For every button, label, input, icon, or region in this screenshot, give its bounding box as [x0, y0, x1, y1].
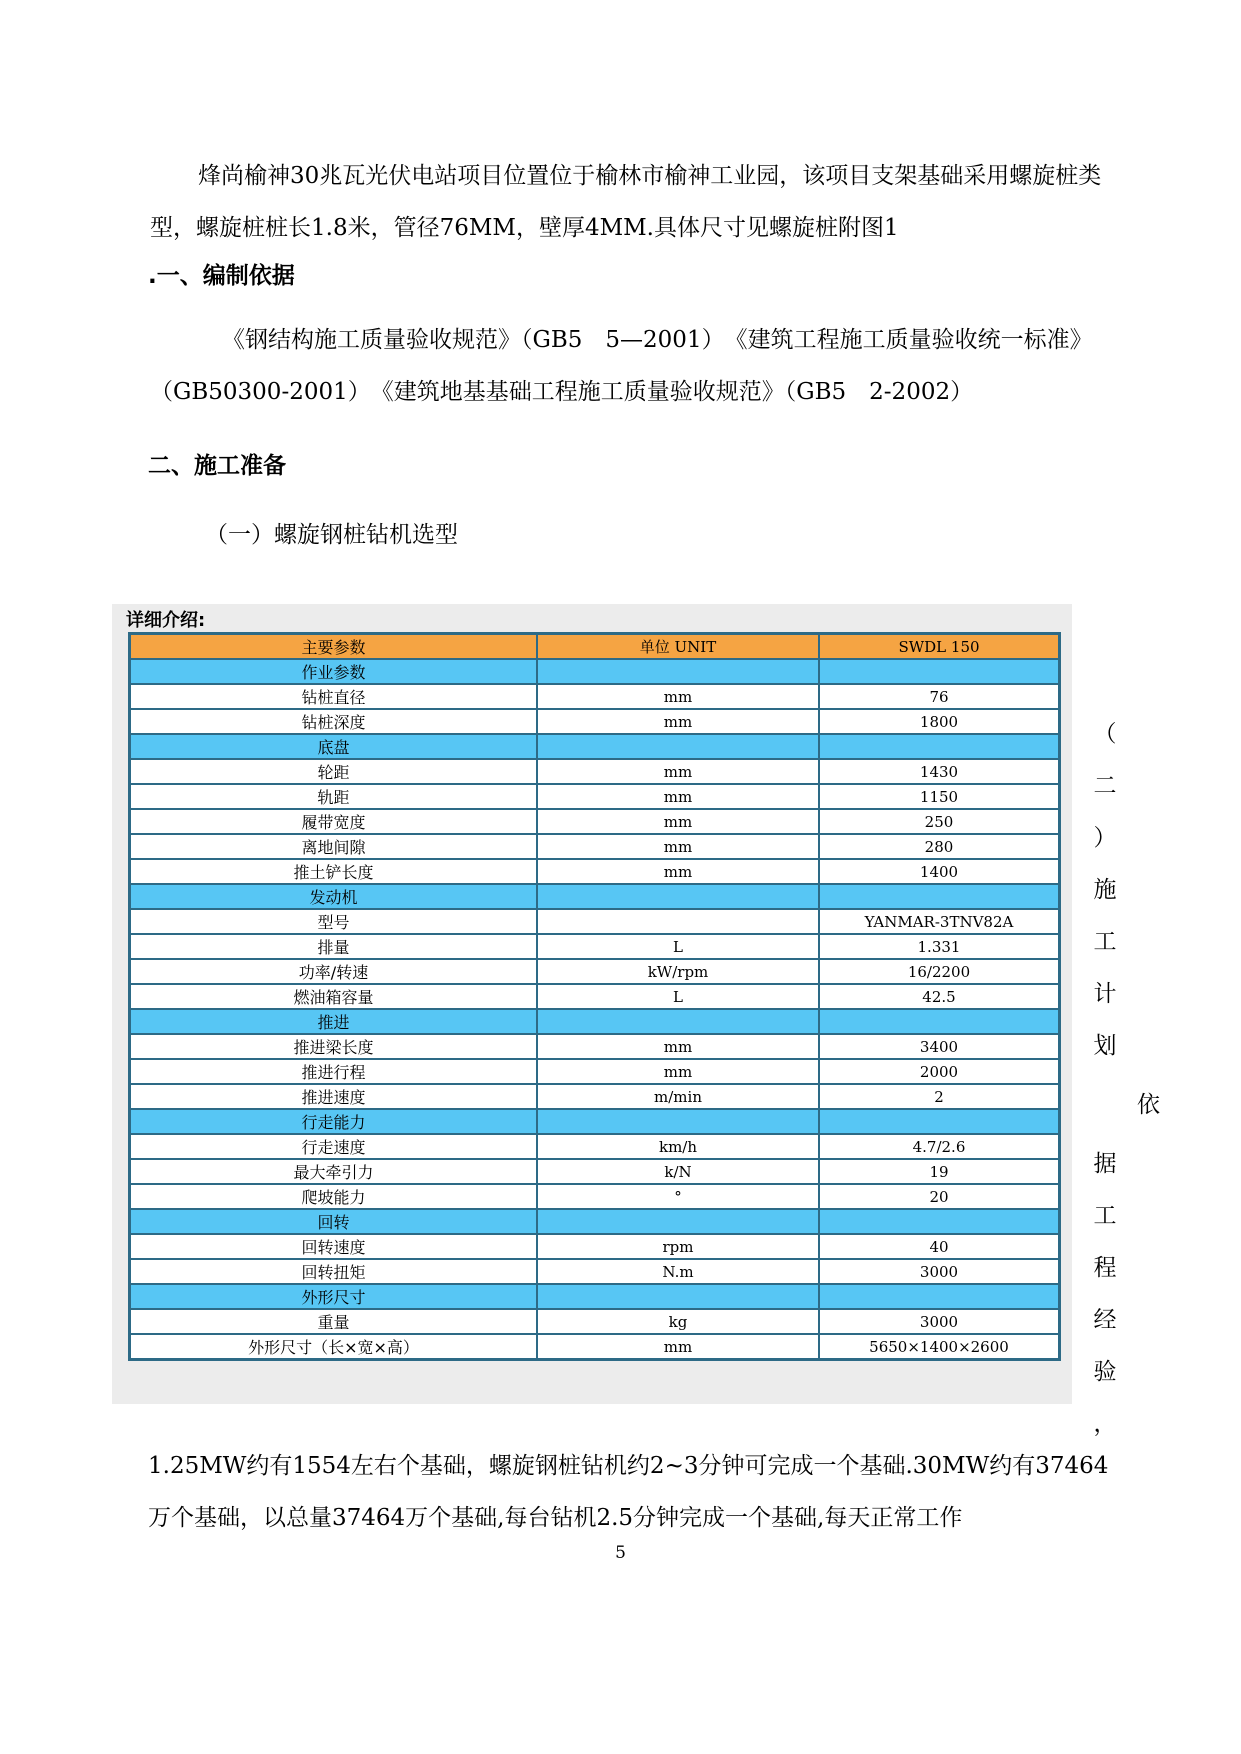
- spec-param-name: 外形尺寸（长×宽×高）: [130, 1334, 538, 1360]
- spec-row: [130, 1134, 1060, 1159]
- spec-param-name: 发动机: [130, 884, 538, 909]
- spec-unit: [537, 1009, 819, 1034]
- spec-unit: m/min: [537, 1084, 819, 1109]
- spec-param-name: 钻桩直径: [130, 684, 538, 709]
- spec-row: [130, 1034, 1060, 1059]
- spec-unit: L: [537, 984, 819, 1009]
- spec-row: [130, 1234, 1060, 1259]
- spec-header-model: SWDL 150: [819, 634, 1060, 660]
- spec-unit: [537, 1109, 819, 1134]
- spec-unit: k/N: [537, 1159, 819, 1184]
- spec-param-name: 爬坡能力: [130, 1184, 538, 1209]
- spec-unit: L: [537, 934, 819, 959]
- spec-value: [819, 1209, 1060, 1234]
- spec-row: [130, 784, 1060, 809]
- spec-section-row: [130, 884, 1060, 909]
- spec-row: [130, 709, 1060, 734]
- spec-param-name: 最大牵引力: [130, 1159, 538, 1184]
- side-char: ，: [1093, 1411, 1117, 1437]
- spec-image: [112, 604, 1072, 1404]
- spec-param-name: 离地间隙: [130, 834, 538, 859]
- spec-param-name: 排量: [130, 934, 538, 959]
- spec-unit: km/h: [537, 1134, 819, 1159]
- side-char: ）: [1093, 825, 1117, 851]
- spec-unit: mm: [537, 809, 819, 834]
- spec-value: [819, 1109, 1060, 1134]
- spec-value: 20: [819, 1184, 1060, 1209]
- side-char: 程: [1093, 1255, 1117, 1281]
- spec-unit: mm: [537, 1034, 819, 1059]
- spec-header-row: [130, 634, 1060, 660]
- spec-param-name: 型号: [130, 909, 538, 934]
- spec-section-row: [130, 1109, 1060, 1134]
- spec-value: 19: [819, 1159, 1060, 1184]
- side-char: （: [1093, 721, 1117, 747]
- spec-section-row: [130, 1209, 1060, 1234]
- spec-value: 40: [819, 1234, 1060, 1259]
- spec-unit: N.m: [537, 1259, 819, 1284]
- side-char: 验: [1093, 1359, 1117, 1385]
- spec-value: [819, 884, 1060, 909]
- spec-unit: [537, 884, 819, 909]
- side-vertical-text: [1085, 708, 1125, 1072]
- spec-unit: [537, 1284, 819, 1309]
- spec-value: 1400: [819, 859, 1060, 884]
- spec-row: [130, 859, 1060, 884]
- spec-value: 1430: [819, 759, 1060, 784]
- spec-value: [819, 1284, 1060, 1309]
- capacity-paragraph: 1.25MW约有1554左右个基础，螺旋钢桩钻机约2~3分钟可完成一个基础.30MW约有37464万个基础，以总量37464万个基础,每台钻机2.5分钟完成一个基础,每天正常工作: [148, 1453, 1109, 1531]
- spec-param-name: 推土铲长度: [130, 859, 538, 884]
- spec-row: [130, 909, 1060, 934]
- spec-header-param: 主要参数: [130, 634, 538, 660]
- spec-param-name: 回转: [130, 1209, 538, 1234]
- spec-param-name: 回转扭矩: [130, 1259, 538, 1284]
- page-number: 5: [615, 1543, 626, 1563]
- side-char-yi: 依: [1137, 1092, 1160, 1118]
- spec-section-row: [130, 1009, 1060, 1034]
- side-char: 工: [1093, 1203, 1117, 1229]
- side-char: 据: [1093, 1151, 1117, 1177]
- spec-row: [130, 1259, 1060, 1284]
- spec-unit: [537, 1209, 819, 1234]
- spec-unit: rpm: [537, 1234, 819, 1259]
- spec-section-row: [130, 1284, 1060, 1309]
- heading-basis: .一、编制依据: [148, 263, 295, 289]
- side-char: 工: [1093, 929, 1117, 955]
- spec-value: 250: [819, 809, 1060, 834]
- side-char: 施: [1093, 877, 1117, 903]
- spec-value: 5650×1400×2600: [819, 1334, 1060, 1360]
- spec-value: 3000: [819, 1259, 1060, 1284]
- spec-section-row: [130, 734, 1060, 759]
- spec-unit: [537, 734, 819, 759]
- spec-param-name: 推进行程: [130, 1059, 538, 1084]
- spec-value: 4.7/2.6: [819, 1134, 1060, 1159]
- spec-row: [130, 984, 1060, 1009]
- spec-param-name: 底盘: [130, 734, 538, 759]
- spec-param-name: 外形尺寸: [130, 1284, 538, 1309]
- spec-unit: mm: [537, 834, 819, 859]
- spec-value: 76: [819, 684, 1060, 709]
- spec-param-name: 轮距: [130, 759, 538, 784]
- spec-unit: mm: [537, 759, 819, 784]
- spec-value: 3000: [819, 1309, 1060, 1334]
- side-vertical-text-2: [1085, 1138, 1125, 1450]
- spec-param-name: 功率/转速: [130, 959, 538, 984]
- spec-value: [819, 659, 1060, 684]
- spec-value: 280: [819, 834, 1060, 859]
- spec-value: 1800: [819, 709, 1060, 734]
- side-char: 划: [1093, 1033, 1117, 1059]
- spec-param-name: 推进: [130, 1009, 538, 1034]
- spec-row: [130, 1059, 1060, 1084]
- spec-row: [130, 959, 1060, 984]
- spec-unit: kg: [537, 1309, 819, 1334]
- spec-param-name: 轨距: [130, 784, 538, 809]
- spec-param-name: 行走能力: [130, 1109, 538, 1134]
- spec-row: [130, 684, 1060, 709]
- spec-value: YANMAR-3TNV82A: [819, 909, 1060, 934]
- spec-title: 详细介绍:: [126, 610, 206, 631]
- spec-param-name: 钻桩深度: [130, 709, 538, 734]
- spec-value: 2000: [819, 1059, 1060, 1084]
- spec-table: [128, 632, 1061, 1361]
- side-char: 经: [1093, 1307, 1117, 1333]
- spec-row: [130, 934, 1060, 959]
- spec-row: [130, 1184, 1060, 1209]
- spec-value: 42.5: [819, 984, 1060, 1009]
- spec-value: [819, 734, 1060, 759]
- spec-unit: mm: [537, 1334, 819, 1360]
- spec-param-name: 履带宽度: [130, 809, 538, 834]
- basis-paragraph: 《钢结构施工质量验收规范》（GB5 5—2001） 《建筑工程施工质量验收统一标准》（GB50300-2001） 《建筑地基基础工程施工质量验收规范》（GB5 2-2002）: [150, 327, 1093, 405]
- spec-row: [130, 809, 1060, 834]
- spec-value: 1.331: [819, 934, 1060, 959]
- spec-param-name: 行走速度: [130, 1134, 538, 1159]
- spec-value: [819, 1009, 1060, 1034]
- spec-unit: [537, 659, 819, 684]
- spec-unit: mm: [537, 684, 819, 709]
- subheading-rig-selection: （一）螺旋钢桩钻机选型: [205, 522, 458, 548]
- spec-param-name: 推进速度: [130, 1084, 538, 1109]
- spec-param-name: 推进梁长度: [130, 1034, 538, 1059]
- spec-row: [130, 1159, 1060, 1184]
- spec-param-name: 重量: [130, 1309, 538, 1334]
- spec-unit: kW/rpm: [537, 959, 819, 984]
- intro-paragraph: 烽尚榆神30兆瓦光伏电站项目位置位于榆林市榆神工业园，该项目支架基础采用螺旋桩类型，螺旋桩桩长1.8米，管径76MM，壁厚4MM.具体尺寸见螺旋桩附图1: [150, 163, 1102, 241]
- side-char: 二: [1093, 773, 1117, 799]
- spec-unit: mm: [537, 1059, 819, 1084]
- spec-param-name: 作业参数: [130, 659, 538, 684]
- spec-section-row: [130, 659, 1060, 684]
- heading-preparation: 二、施工准备: [148, 453, 286, 479]
- spec-row: [130, 759, 1060, 784]
- spec-param-name: 燃油箱容量: [130, 984, 538, 1009]
- spec-row: [130, 1309, 1060, 1334]
- spec-param-name: 回转速度: [130, 1234, 538, 1259]
- spec-value: 16/2200: [819, 959, 1060, 984]
- spec-row: [130, 834, 1060, 859]
- spec-unit: mm: [537, 859, 819, 884]
- spec-unit: °: [537, 1184, 819, 1209]
- spec-unit: mm: [537, 709, 819, 734]
- spec-value: 3400: [819, 1034, 1060, 1059]
- spec-value: 2: [819, 1084, 1060, 1109]
- spec-value: 1150: [819, 784, 1060, 809]
- spec-row: [130, 1084, 1060, 1109]
- side-char: 计: [1093, 981, 1117, 1007]
- spec-unit: [537, 909, 819, 934]
- spec-header-unit: 单位 UNIT: [537, 634, 819, 660]
- spec-row: [130, 1334, 1060, 1360]
- spec-unit: mm: [537, 784, 819, 809]
